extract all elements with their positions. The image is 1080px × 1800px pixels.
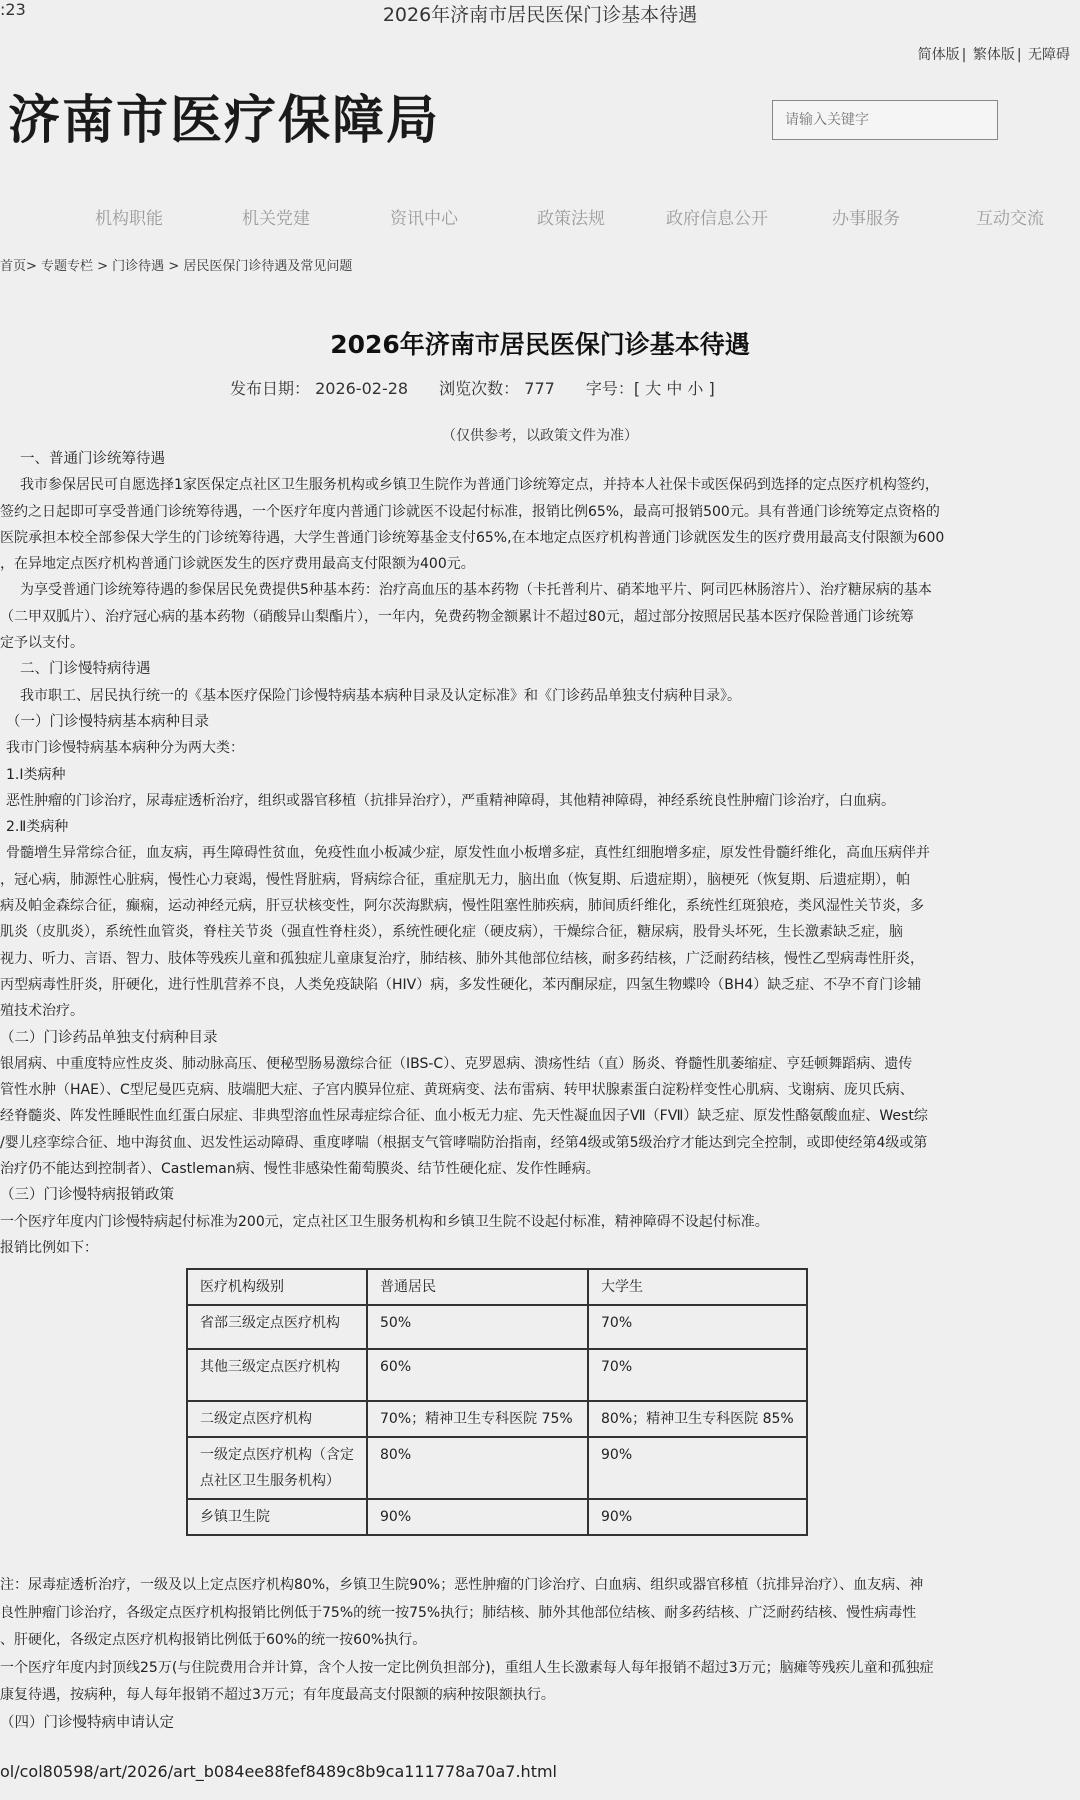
lang-simplified[interactable]: 简体版 [917,47,960,63]
table-cell: 省部三级定点医疗机构 [187,1305,367,1349]
paragraph-line: ，冠心病，肺源性心脏病，慢性心力衰竭，慢性肾脏病，肾病综合征，重症肌无力，脑出血（恢复期、后遗症期），脑梗死（恢复期、后遗症期），帕 [0,871,910,888]
subsection-heading: （三）门诊慢特病报销政策 [0,1187,174,1204]
table-cell: 50% [367,1305,588,1349]
subsection-heading: （一）门诊慢特病基本病种目录 [6,713,209,730]
paragraph-line: 康复待遇，按病种，每人每年报销不超过3万元；有年度最高支付限额的病种按限额执行。 [0,1687,555,1703]
search-input[interactable] [772,100,998,140]
table-header: 医疗机构级别 [187,1269,367,1305]
paragraph-line: 恶性肿瘤的门诊治疗，尿毒症透析治疗，组织或器官移植（抗排异治疗），严重精神障碍，其他精神障碍，神经系统良性肿瘤门诊治疗，白血病。 [6,792,895,809]
table-cell: 90% [367,1499,588,1535]
table-cell: 70% [588,1349,807,1401]
paragraph-line: 病及帕金森综合征，癫痫，运动神经元病，肝豆状核变性，阿尔茨海默病，慢性阻塞性肺疾病，肺间质纤维化，系统性红斑狼疮，类风湿性关节炎，多 [0,898,924,915]
nav-item-policy[interactable]: 政策法规 [537,209,605,229]
paragraph-line: 报销比例如下： [0,1239,98,1256]
top-bar [0,0,1080,30]
article-body [0,446,1060,1261]
paragraph-line: 我市门诊慢特病基本病种分为两大类： [6,740,244,757]
table-row [187,1305,807,1349]
paragraph-line: 良性肿瘤门诊治疗，各级定点医疗机构报销比例低于75%的统一按75%执行；肺结核、肺外其他部位结核、耐多药结核、广泛耐药结核、慢性病毒性 [0,1604,917,1621]
table-cell: 90% [588,1437,807,1499]
paragraph-line: 我市职工、居民执行统一的《基本医疗保险门诊慢特病基本病种目录及认定标准》和《门诊药品单独支付病种目录》。 [20,687,741,704]
paragraph-line: 、肝硬化，各级定点医疗机构报销比例低于60%的统一按60%执行。 [0,1632,427,1648]
status-time: :23 [0,0,26,19]
language-switcher: 简体版 | 繁体版 | 无障碍 [917,47,1070,63]
table-cell: 80%；精神卫生专科医院 85% [588,1401,807,1437]
paragraph-line: 视力、听力、言语、智力、肢体等残疾儿童和孤独症儿童康复治疗，肺结核、肺外其他部位结核，耐多药结核，广泛耐药结核，慢性乙型病毒性肝炎， [0,950,924,967]
paragraph-line: 为享受普通门诊统筹待遇的参保居民免费提供5种基本药：治疗高血压的基本药物（卡托普利片、硝苯地平片、阿司匹林肠溶片）、治疗糖尿病的基本 [20,582,932,599]
subsection-heading: 2.Ⅱ类病种 [6,819,69,836]
paragraph-line: 肌炎（皮肌炎），系统性血管炎，脊柱关节炎（强直性脊柱炎），系统性硬化症（硬皮病），干燥综合征，糖尿病，股骨头坏死，生长激素缺乏症，脑 [0,924,903,941]
paragraph-line: 殖技术治疗。 [0,1003,84,1020]
nav-item-gov-info[interactable]: 政府信息公开 [666,209,768,229]
subsection-heading: （二）门诊药品单独支付病种目录 [0,1029,218,1046]
paragraph-line: （二甲双胍片）、治疗冠心病的基本药物（硝酸异山梨酯片），一年内，免费药物金额累计不超过80元，超过部分按照居民基本医疗保险普通门诊统筹 [0,608,914,625]
nav-item-org[interactable]: 机构职能 [95,209,163,229]
subsection-heading: 1.Ⅰ类病种 [6,766,66,783]
table-cell: 其他三级定点医疗机构 [187,1349,367,1401]
table-cell: 70%；精神卫生专科医院 75% [367,1401,588,1437]
section-heading: 二、门诊慢特病待遇 [20,661,151,678]
nav-item-news[interactable]: 资讯中心 [390,209,458,229]
table-cell: 一级定点医疗机构（含定点社区卫生服务机构） [187,1437,367,1499]
paragraph-line: /婴儿痉挛综合征、地中海贫血、迟发性运动障碍、重度哮喘（根据支气管哮喘防治指南，经第4级或第5级治疗才能达到完全控制，或即使经第4级或第 [0,1134,928,1151]
nav-item-services[interactable]: 办事服务 [832,209,900,229]
main-nav [0,204,1080,234]
lang-traditional[interactable]: 繁体版 [972,47,1015,63]
font-size-control[interactable]: 字号：[ 大 中 小 ] [585,379,715,398]
table-header: 大学生 [588,1269,807,1305]
site-title: 济南市医疗保障局 [8,91,441,151]
paragraph-line: 签约之日起即可享受普通门诊统筹待遇，一个医疗年度内普通门诊就医不设起付标准，报销比例65%，最高可报销500元。具有普通门诊统筹定点资格的 [0,503,940,520]
article-title: 2026年济南市居民医保门诊基本待遇 [330,330,750,359]
table-cell: 60% [367,1349,588,1401]
paragraph-line: 骨髓增生异常综合征，血友病，再生障碍性贫血，免疫性血小板减少症，原发性血小板增多症，真性红细胞增多症，原发性骨髓纤维化，高血压病伴并 [6,845,930,862]
nav-item-interact[interactable]: 互动交流 [976,209,1044,229]
breadcrumb[interactable]: 首页> 专题专栏 > 门诊待遇 > 居民医保门诊待遇及常见问题 [0,259,353,274]
table-cell: 70% [588,1305,807,1349]
table-row [187,1401,807,1437]
paragraph-line: 一个医疗年度内门诊慢特病起付标准为200元，定点社区卫生服务机构和乡镇卫生院不设起付标准，精神障碍不设起付标准。 [0,1213,769,1230]
reimbursement-rate-table [186,1268,808,1536]
paragraph-line: 经脊髓炎、阵发性睡眠性血红蛋白尿症、非典型溶血性尿毒症综合征、血小板无力症、先天性凝血因子Ⅶ（FⅦ）缺乏症、原发性酪氨酸血症、West综 [0,1108,928,1125]
paragraph-line: 注：尿毒症透析治疗，一级及以上定点医疗机构80%，乡镇卫生院90%；恶性肿瘤的门诊治疗、白血病、组织或器官移植（抗排异治疗）、血友病、神 [0,1577,924,1593]
browser-doc-title: 2026年济南市居民医保门诊基本待遇 [382,4,698,26]
paragraph-line: 管性水肿（HAE）、C型尼曼匹克病、肢端肥大症、子宫内膜异位症、黄斑病变、法布雷病、转甲状腺素蛋白淀粉样变性心肌病、戈谢病、庞贝氏病、 [0,1082,914,1099]
paragraph-line: 一个医疗年度内封顶线25万(与住院费用合并计算，含个人按一定比例负担部分)，重组人生长激素每人每年报销不超过3万元；脑瘫等残疾儿童和孤独症 [0,1659,934,1676]
article-body-after-table [0,1572,1060,1737]
paragraph-line: 我市参保居民可自愿选择1家医保定点社区卫生服务机构或乡镇卫生院作为普通门诊统筹定点，并持本人社保卡或医保码到选择的定点医疗机构签约， [20,477,939,494]
table-row [187,1499,807,1535]
reference-note: （仅供参考，以政策文件为准） [442,428,638,444]
table-row [187,1349,807,1401]
paragraph-line: 医院承担本校全部参保大学生的门诊统筹待遇，大学生普通门诊统筹基金支付65%,在本地定点医疗机构普通门诊就医发生的医疗费用最高支付限额为600 [0,529,945,546]
table-row [187,1437,807,1499]
nav-item-party[interactable]: 机关党建 [242,209,310,229]
table-cell: 80% [367,1437,588,1499]
paragraph-line: 定予以支付。 [0,635,84,652]
table-cell: 乡镇卫生院 [187,1499,367,1535]
table-header: 普通居民 [367,1269,588,1305]
section-heading: 一、普通门诊统筹待遇 [20,451,165,467]
paragraph-line: ，在异地定点医疗机构普通门诊就医发生的医疗费用最高支付限额为400元。 [0,556,475,573]
lang-accessible[interactable]: 无障碍 [1028,47,1070,63]
article-meta [230,376,741,399]
table-cell: 二级定点医疗机构 [187,1401,367,1437]
view-count: 浏览次数： 777 [439,379,555,398]
paragraph-line: 治疗仍不能达到控制者）、Castleman病、慢性非感染性葡萄膜炎、结节性硬化症、发作性睡病。 [0,1161,600,1178]
table-header-row [187,1269,807,1305]
table-cell: 90% [588,1499,807,1535]
paragraph-line: 丙型病毒性肝炎，肝硬化，进行性肌营养不良，人类免疫缺陷（HIV）病，多发性硬化，苯丙酮尿症，四氢生物蝶呤（BH4）缺乏症、不孕不育门诊辅 [0,976,922,993]
publish-date: 发布日期： 2026-02-28 [230,379,409,398]
paragraph-line: 银屑病、中重度特应性皮炎、肺动脉高压、便秘型肠易激综合征（IBS-C）、克罗恩病、溃疡性结（直）肠炎、脊髓性肌萎缩症、亨廷顿舞蹈病、遗传 [0,1055,913,1072]
subsection-heading: （四）门诊慢特病申请认定 [0,1714,174,1731]
page-url: ol/col80598/art/2026/art_b084ee88fef8489c8b9ca111778a70a7.html [0,1762,557,1781]
